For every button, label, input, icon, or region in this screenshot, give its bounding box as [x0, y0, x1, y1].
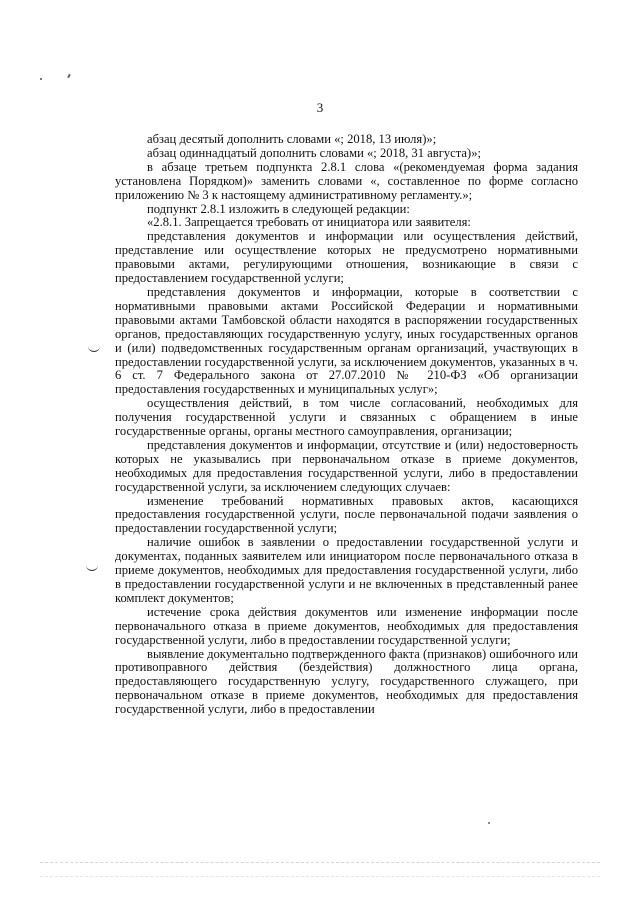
hole-punch-mark: [86, 564, 98, 571]
page-number: 3: [316, 100, 324, 115]
paragraph: наличие ошибок в заявлении о предоставлении государственной услуги и документах, поданных заявителем или инициатором после первоначального отказа в приеме документов, необходимых для предоставления государственной услуги, либо в предоставлении государственной услуги и не включенных в представленный ранее комплект документов;: [115, 535, 578, 605]
scan-mark: [488, 822, 490, 824]
paragraph: истечение срока действия документов или изменение информации после первоначального отказа в приеме документов, необходимых для предоставления государственной услуги, либо в предоставлении государственной услуги;: [115, 604, 578, 647]
paragraph: представления документов и информации, которые в соответствии с нормативными правовыми актами Российской Федерации и нормативными правовыми актами Тамбовской области находятся в распоряжении государственных органов, предоставляющих государственную услугу, иных государственных органов и (или) подведомственных государственным органам организаций, участвующих в предоставлении государственной услуги, за исключением документов, указанных в ч. 6 ст. 7 Федерального закона от 27.07.2010 № 210-ФЗ «Об организации предоставления государственных и муниципальных услуг»;: [115, 284, 578, 397]
document-body: [115, 133, 578, 717]
scan-mark: [67, 74, 71, 78]
scan-artifact: [40, 862, 600, 864]
paragraph: представления документов и информации или осуществления действий, представление или осуществление которых не предусмотрено нормативными правовыми актами, регулирующими отношения, возникающие в связи с предоставлением государственной услуги;: [115, 229, 578, 286]
paragraph: абзац десятый дополнить словами «; 2018, 13 июля)»;: [147, 132, 437, 146]
paragraph: представления документов и информации, отсутствие и (или) недостоверность которых не указывались при первоначальном отказе в приеме документов, необходимых для предоставления государственной услуги, либо в предоставлении государственной услуги, за исключением следующих случаев:: [115, 437, 578, 494]
paragraph: абзац одиннадцатый дополнить словами «; 2018, 31 августа)»;: [147, 145, 481, 160]
hole-punch-mark: [88, 345, 100, 352]
paragraph: «2.8.1. Запрещается требовать от инициатора или заявителя:: [147, 215, 471, 230]
paragraph: выявление документально подтвержденного факта (признаков) ошибочного или противоправного действия (бездействия) должностного лица органа, предоставляющего государственную услугу, государственного служащего, при первоначальном отказе в приеме документов, необходимых для предоставления государственной услуги, либо в предоставлении: [115, 646, 578, 717]
paragraph: в абзаце третьем подпункта 2.8.1 слова «(рекомендуемая форма задания установлена Порядком)» заменить словами «, составленное по форме согласно приложению № 3 к настоящему административному регламенту.»;: [115, 159, 578, 202]
paragraph: изменение требований нормативных правовых актов, касающихся предоставления государственной услуги, после первоначальной подачи заявления о предоставлении государственной услуги;: [115, 493, 578, 536]
scan-mark: [40, 78, 42, 80]
paragraph: подпункт 2.8.1 изложить в следующей редакции:: [147, 201, 410, 216]
scan-artifact: [40, 876, 600, 878]
paragraph: осуществления действий, в том числе согласований, необходимых для получения государственной услуги и связанных с обращением в иные государственные органы, органы местного самоуправления, организации;: [115, 396, 578, 439]
